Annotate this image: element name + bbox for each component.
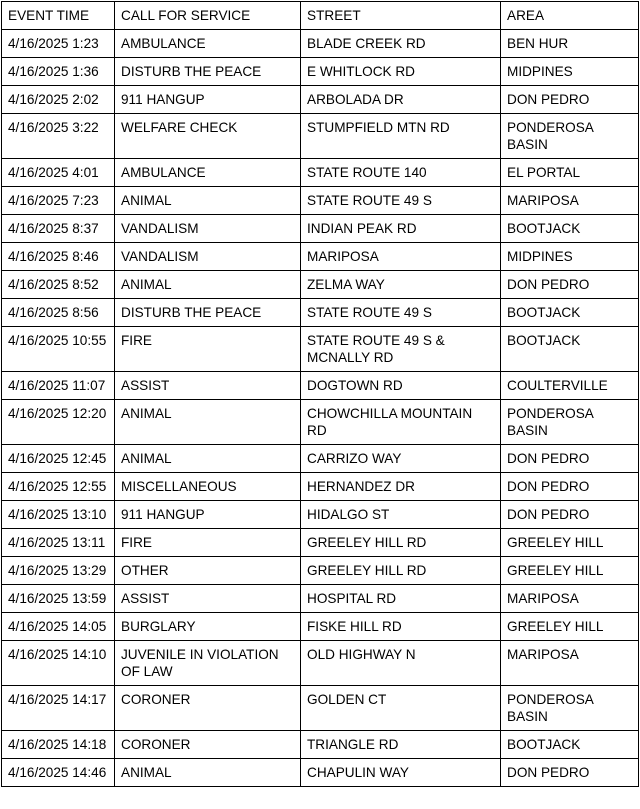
event-time-cell: 4/16/2025 14:46	[2, 759, 115, 787]
area-cell: MARIPOSA	[501, 641, 639, 686]
area-cell: DON PEDRO	[501, 759, 639, 787]
area-cell: BEN HUR	[501, 30, 639, 58]
event-time-cell: 4/16/2025 8:37	[2, 215, 115, 243]
call-for-service-cell: 911 HANGUP	[115, 501, 301, 529]
table-row	[2, 30, 639, 58]
street-cell: E WHITLOCK RD	[301, 58, 501, 86]
call-for-service-cell: 911 HANGUP	[115, 86, 301, 114]
table-row	[2, 445, 639, 473]
table-row	[2, 187, 639, 215]
event-time-cell: 4/16/2025 13:29	[2, 557, 115, 585]
street-cell: FISKE HILL RD	[301, 613, 501, 641]
call-for-service-cell: AMBULANCE	[115, 159, 301, 187]
header-event-time: EVENT TIME	[2, 2, 115, 30]
street-cell: CARRIZO WAY	[301, 445, 501, 473]
call-for-service-cell: BURGLARY	[115, 613, 301, 641]
table-row	[2, 215, 639, 243]
area-cell: PONDEROSA BASIN	[501, 114, 639, 159]
street-cell: MARIPOSA	[301, 243, 501, 271]
street-cell: STATE ROUTE 49 S	[301, 187, 501, 215]
header-call-for-service: CALL FOR SERVICE	[115, 2, 301, 30]
call-for-service-cell: CORONER	[115, 686, 301, 731]
street-cell: CHOWCHILLA MOUNTAIN RD	[301, 400, 501, 445]
event-time-cell: 4/16/2025 13:59	[2, 585, 115, 613]
area-cell: GREELEY HILL	[501, 529, 639, 557]
street-cell: DOGTOWN RD	[301, 372, 501, 400]
table-row	[2, 400, 639, 445]
event-time-cell: 4/16/2025 13:10	[2, 501, 115, 529]
call-for-service-cell: VANDALISM	[115, 243, 301, 271]
area-cell: BOOTJACK	[501, 327, 639, 372]
street-cell: STATE ROUTE 140	[301, 159, 501, 187]
area-cell: MIDPINES	[501, 58, 639, 86]
event-time-cell: 4/16/2025 14:05	[2, 613, 115, 641]
area-cell: GREELEY HILL	[501, 557, 639, 585]
event-time-cell: 4/16/2025 1:23	[2, 30, 115, 58]
table-row	[2, 529, 639, 557]
event-time-cell: 4/16/2025 12:45	[2, 445, 115, 473]
area-cell: DON PEDRO	[501, 271, 639, 299]
street-cell: HIDALGO ST	[301, 501, 501, 529]
event-time-cell: 4/16/2025 13:11	[2, 529, 115, 557]
event-time-cell: 4/16/2025 8:46	[2, 243, 115, 271]
event-time-cell: 4/16/2025 10:55	[2, 327, 115, 372]
event-time-cell: 4/16/2025 12:20	[2, 400, 115, 445]
table-row	[2, 159, 639, 187]
event-time-cell: 4/16/2025 4:01	[2, 159, 115, 187]
table-body	[2, 30, 639, 787]
call-for-service-cell: CORONER	[115, 731, 301, 759]
area-cell: DON PEDRO	[501, 501, 639, 529]
table-row	[2, 473, 639, 501]
area-cell: PONDEROSA BASIN	[501, 686, 639, 731]
area-cell: DON PEDRO	[501, 86, 639, 114]
table-row	[2, 243, 639, 271]
header-area: AREA	[501, 2, 639, 30]
area-cell: PONDEROSA BASIN	[501, 400, 639, 445]
event-time-cell: 4/16/2025 14:18	[2, 731, 115, 759]
street-cell: GREELEY HILL RD	[301, 557, 501, 585]
call-for-service-cell: OTHER	[115, 557, 301, 585]
street-cell: STUMPFIELD MTN RD	[301, 114, 501, 159]
call-for-service-cell: ANIMAL	[115, 400, 301, 445]
event-time-cell: 4/16/2025 8:56	[2, 299, 115, 327]
street-cell: OLD HIGHWAY N	[301, 641, 501, 686]
call-for-service-cell: ASSIST	[115, 585, 301, 613]
table-row	[2, 759, 639, 787]
table-row	[2, 613, 639, 641]
call-for-service-cell: WELFARE CHECK	[115, 114, 301, 159]
street-cell: TRIANGLE RD	[301, 731, 501, 759]
event-time-cell: 4/16/2025 8:52	[2, 271, 115, 299]
call-log-table	[1, 1, 639, 787]
street-cell: GREELEY HILL RD	[301, 529, 501, 557]
area-cell: BOOTJACK	[501, 731, 639, 759]
street-cell: STATE ROUTE 49 S & MCNALLY RD	[301, 327, 501, 372]
area-cell: BOOTJACK	[501, 215, 639, 243]
table-row	[2, 686, 639, 731]
call-for-service-cell: DISTURB THE PEACE	[115, 58, 301, 86]
call-for-service-cell: FIRE	[115, 529, 301, 557]
area-cell: MARIPOSA	[501, 585, 639, 613]
table-row	[2, 501, 639, 529]
area-cell: DON PEDRO	[501, 473, 639, 501]
table-row	[2, 731, 639, 759]
street-cell: HERNANDEZ DR	[301, 473, 501, 501]
call-for-service-cell: ANIMAL	[115, 271, 301, 299]
table-row	[2, 299, 639, 327]
call-for-service-cell: DISTURB THE PEACE	[115, 299, 301, 327]
area-cell: BOOTJACK	[501, 299, 639, 327]
call-for-service-cell: MISCELLANEOUS	[115, 473, 301, 501]
area-cell: DON PEDRO	[501, 445, 639, 473]
call-for-service-cell: ANIMAL	[115, 759, 301, 787]
street-cell: GOLDEN CT	[301, 686, 501, 731]
street-cell: HOSPITAL RD	[301, 585, 501, 613]
area-cell: GREELEY HILL	[501, 613, 639, 641]
table-row	[2, 271, 639, 299]
street-cell: ZELMA WAY	[301, 271, 501, 299]
event-time-cell: 4/16/2025 3:22	[2, 114, 115, 159]
table-row	[2, 585, 639, 613]
table-row	[2, 86, 639, 114]
area-cell: MIDPINES	[501, 243, 639, 271]
street-cell: ARBOLADA DR	[301, 86, 501, 114]
header-street: STREET	[301, 2, 501, 30]
table-row	[2, 114, 639, 159]
event-time-cell: 4/16/2025 2:02	[2, 86, 115, 114]
call-for-service-cell: ANIMAL	[115, 187, 301, 215]
call-for-service-cell: VANDALISM	[115, 215, 301, 243]
table-row	[2, 327, 639, 372]
event-time-cell: 4/16/2025 1:36	[2, 58, 115, 86]
event-time-cell: 4/16/2025 12:55	[2, 473, 115, 501]
call-for-service-cell: ASSIST	[115, 372, 301, 400]
street-cell: INDIAN PEAK RD	[301, 215, 501, 243]
table-row	[2, 641, 639, 686]
area-cell: MARIPOSA	[501, 187, 639, 215]
event-time-cell: 4/16/2025 11:07	[2, 372, 115, 400]
event-time-cell: 4/16/2025 7:23	[2, 187, 115, 215]
call-for-service-cell: FIRE	[115, 327, 301, 372]
area-cell: COULTERVILLE	[501, 372, 639, 400]
table-row	[2, 58, 639, 86]
call-for-service-cell: JUVENILE IN VIOLATION OF LAW	[115, 641, 301, 686]
street-cell: CHAPULIN WAY	[301, 759, 501, 787]
call-for-service-cell: AMBULANCE	[115, 30, 301, 58]
table-row	[2, 557, 639, 585]
event-time-cell: 4/16/2025 14:10	[2, 641, 115, 686]
table-header	[2, 2, 639, 30]
street-cell: BLADE CREEK RD	[301, 30, 501, 58]
call-for-service-cell: ANIMAL	[115, 445, 301, 473]
header-row	[2, 2, 639, 30]
table-row	[2, 372, 639, 400]
area-cell: EL PORTAL	[501, 159, 639, 187]
street-cell: STATE ROUTE 49 S	[301, 299, 501, 327]
event-time-cell: 4/16/2025 14:17	[2, 686, 115, 731]
